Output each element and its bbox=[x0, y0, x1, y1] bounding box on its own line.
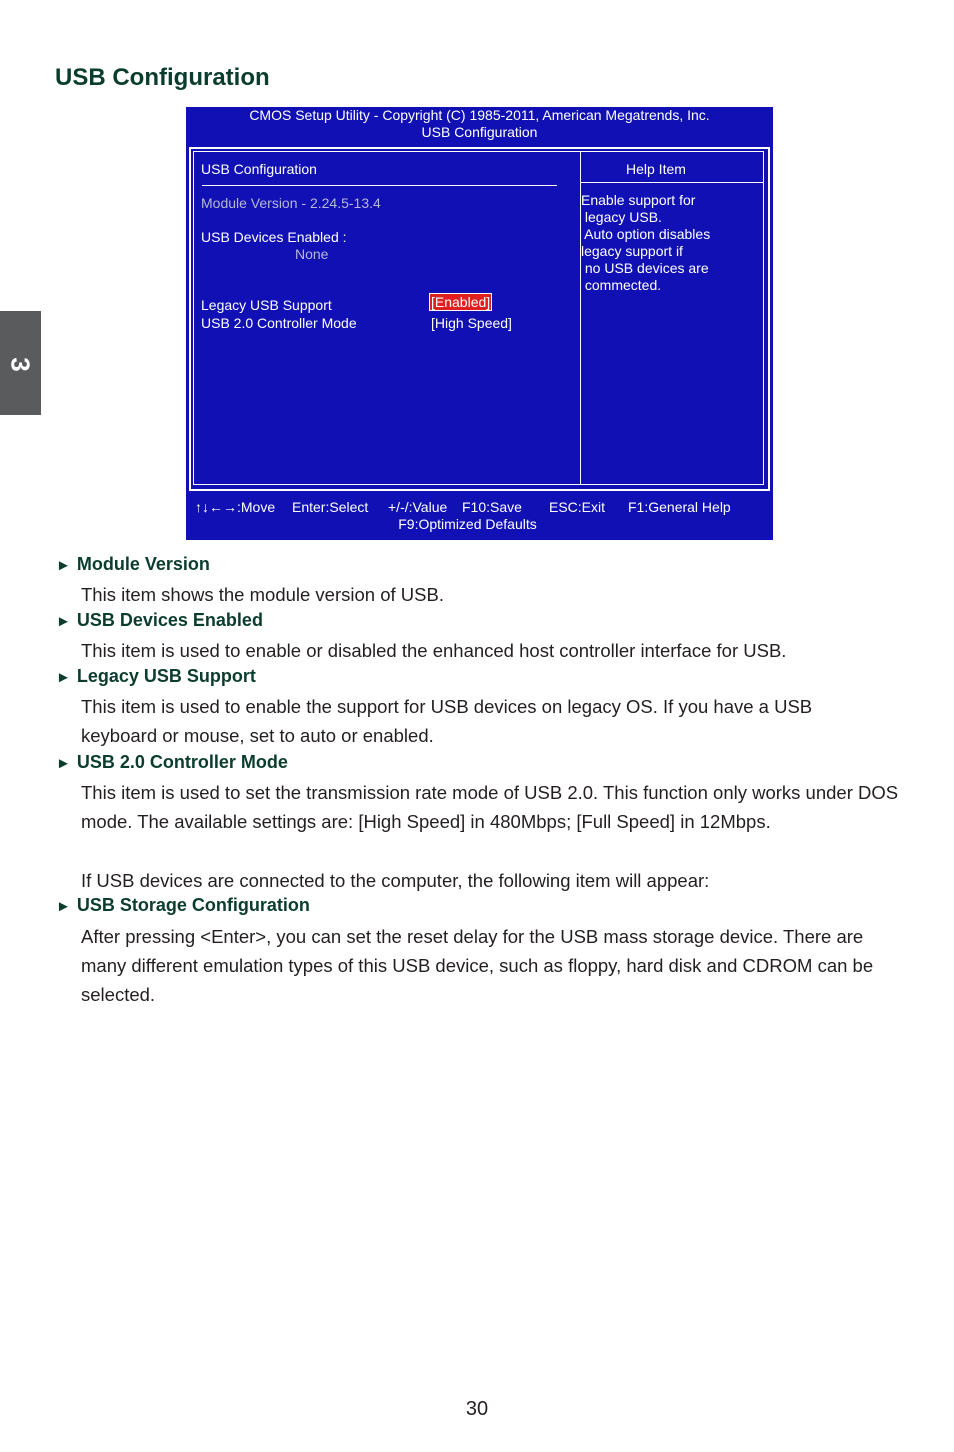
page-title: USB Configuration bbox=[55, 64, 270, 91]
bios-legacy-usb-label[interactable] bbox=[201, 297, 332, 313]
bios-key-help: F1:General Help bbox=[628, 499, 731, 515]
bios-header-copyright: CMOS Setup Utility - Copyright (C) 1985-2011, American Megatrends, Inc. bbox=[249, 107, 710, 123]
section-heading-text: USB Devices Enabled bbox=[76, 610, 263, 630]
section-text-legacy-usb-support: This item is used to enable the support for USB devices on legacy OS. If you have a USB keyboard or mouse, set to auto or enabled. bbox=[81, 696, 813, 746]
bios-devices-label: USB Devices Enabled : bbox=[201, 229, 347, 245]
section-heading-usb-controller-mode bbox=[56, 752, 288, 773]
section-note-usb-storage: If USB devices are connected to the computer, the following item will appear: bbox=[81, 870, 710, 891]
section-heading-text: USB 2.0 Controller Mode bbox=[76, 752, 288, 772]
bios-controller-mode-value[interactable]: [High Speed] bbox=[431, 315, 512, 331]
arrow-right-icon: ► bbox=[56, 755, 71, 772]
bios-key-move: ↑↓←→:Move bbox=[195, 499, 276, 515]
bios-help-title-underline bbox=[581, 182, 763, 183]
bios-module-version: Module Version - 2.24.5-13.4 bbox=[201, 195, 381, 211]
bios-help-line: commected. bbox=[581, 277, 662, 293]
bios-key-defaults: F9:Optimized Defaults bbox=[398, 516, 537, 532]
section-heading-text: Module Version bbox=[76, 554, 210, 574]
bios-help-line: Enable support for bbox=[581, 192, 696, 208]
bios-left-title: USB Configuration bbox=[201, 161, 317, 177]
bios-legacy-usb-label-text: Legacy USB Support bbox=[201, 297, 332, 313]
arrow-right-icon: ► bbox=[56, 669, 71, 686]
bios-help-line: legacy USB. bbox=[581, 209, 662, 225]
arrow-right-icon: ► bbox=[56, 557, 71, 574]
section-text-usb-devices-enabled: This item is used to enable or disabled the enhanced host controller interface for USB. bbox=[81, 640, 787, 661]
bios-legacy-usb-value-selected: [Enabled] bbox=[431, 294, 491, 310]
bios-controller-mode-label[interactable]: USB 2.0 Controller Mode bbox=[201, 315, 357, 331]
bios-help-line: no USB devices are bbox=[581, 260, 709, 276]
section-text-module-version: This item shows the module version of USB. bbox=[81, 584, 444, 605]
section-heading-module-version bbox=[56, 554, 210, 575]
section-heading-text: USB Storage Configuration bbox=[76, 895, 310, 915]
bios-help-title: Help Item bbox=[626, 161, 686, 177]
bios-key-select: Enter:Select bbox=[292, 499, 369, 515]
bios-key-exit: ESC:Exit bbox=[549, 499, 606, 515]
bios-legacy-usb-value[interactable] bbox=[429, 294, 492, 310]
bios-left-title-underline bbox=[202, 185, 557, 186]
section-heading-legacy-usb-support bbox=[56, 666, 256, 687]
bios-help-line: legacy support if bbox=[581, 243, 683, 259]
arrow-right-icon: ► bbox=[56, 613, 71, 630]
bios-devices-value: None bbox=[295, 246, 329, 262]
bios-help-line: Auto option disables bbox=[581, 226, 711, 242]
page-number: 30 bbox=[465, 1398, 489, 1420]
section-heading-usb-storage-configuration bbox=[56, 895, 310, 916]
section-text-usb-storage-configuration: After pressing <Enter>, you can set the reset delay for the USB mass storage device. There are many different emulation types of this USB device, such as floppy, hard disk and CDROM can be selected. bbox=[81, 926, 874, 1005]
bios-help-text bbox=[581, 192, 756, 294]
bios-screen bbox=[186, 107, 773, 540]
chapter-tab bbox=[0, 311, 41, 415]
chapter-number: 3 bbox=[5, 357, 36, 372]
bios-key-value: +/-/:Value bbox=[388, 499, 448, 515]
bios-header-title: USB Configuration bbox=[421, 124, 538, 140]
section-text-usb-controller-mode: This item is used to set the transmission rate mode of USB 2.0. This function only works under DOS mode. The available settings are: [High Speed] in 480Mbps; [Full Speed] in 12Mbps. bbox=[81, 782, 899, 832]
arrow-right-icon: ► bbox=[56, 898, 71, 915]
bios-key-save: F10:Save bbox=[462, 499, 522, 515]
section-heading-text: Legacy USB Support bbox=[76, 666, 256, 686]
section-heading-usb-devices-enabled bbox=[56, 610, 263, 631]
